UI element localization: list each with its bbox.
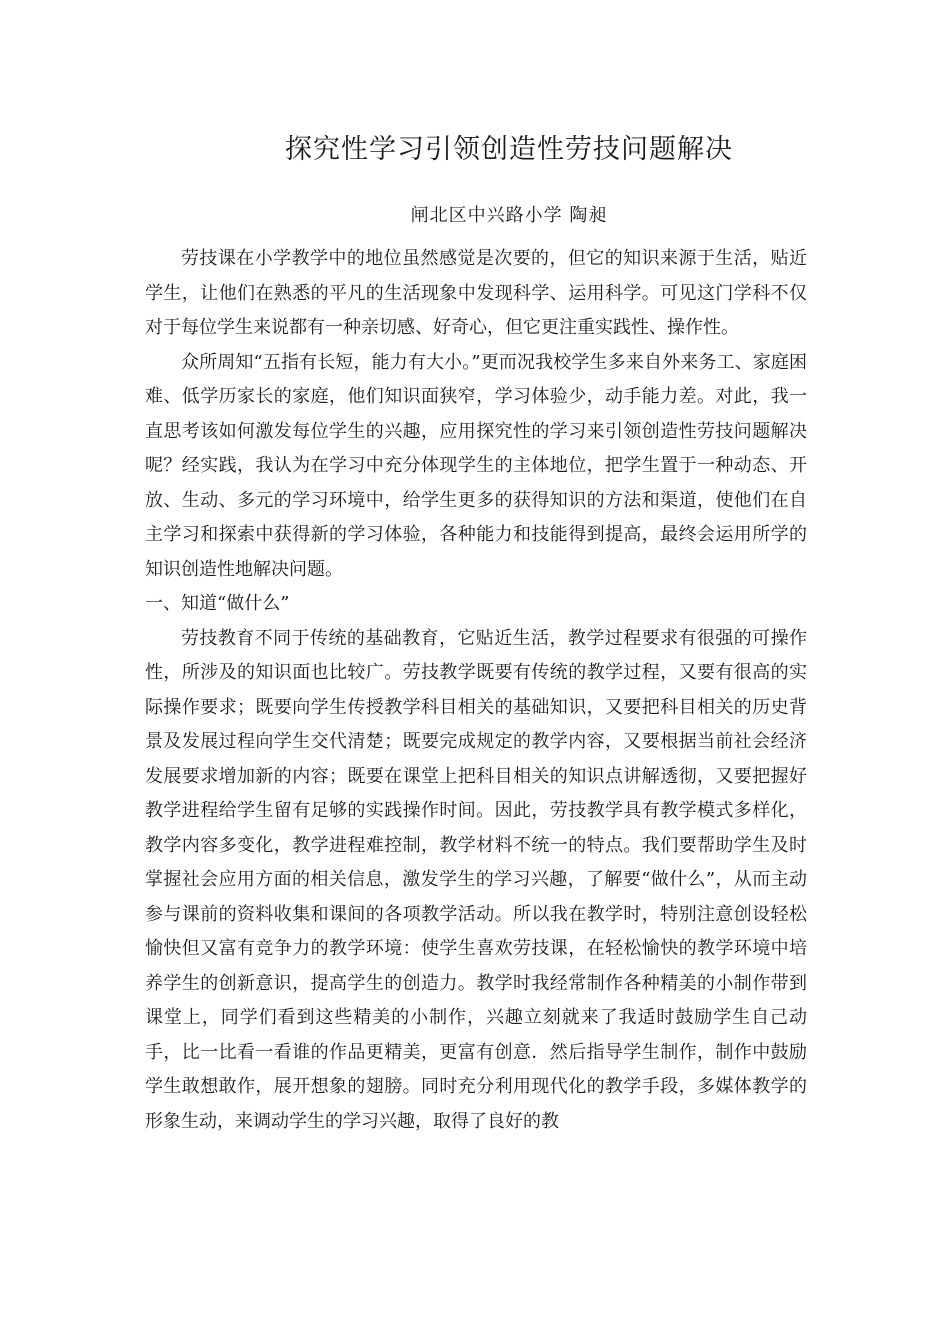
body-paragraph: 劳技教育不同于传统的基础教育，它贴近生活，教学过程要求有很强的可操作性，所涉及的知识面也比较广。劳技教学既要有传统的教学过程，又要有很高的实际操作要求；既要向学生传授教学科目相关的基础知识，又要把科目相关的历史背景及发展过程向学生交代清楚；既要完成规定的教学内容，又要根据当前社会经济发展要求增加新的内容；既要在课堂上把科目相关的知识点讲解透彻，又要把握好教学进程给学生留有足够的实践操作时间。因此，劳技教学具有教学模式多样化，教学内容多变化，教学进程难控制，教学材料不统一的特点。我们要帮助学生及时掌握社会应用方面的相关信息，激发学生的学习兴趣，了解要“做什么”，从而主动参与课前的资料收集和课间的各项教学活动。所以我在教学时，特别注意创设轻松愉快但又富有竞争力的教学环境：使学生喜欢劳技课，在轻松愉快的教学环境中培养学生的创新意识，提高学生的创造力。教学时我经常制作各种精美的小制作带到课堂上，同学们看到这些精美的小制作，兴趣立刻就来了我适时鼓励学生自己动手，比一比看一看谁的作品更精美，更富有创意．然后指导学生制作，制作中鼓励学生敢想敢作，展开想象的翅膀。同时充分利用现代化的教学手段，多媒体教学的形象生动，来调动学生的学习兴趣，取得了良好的教 bbox=[145, 627, 807, 1132]
document-body bbox=[145, 242, 807, 1139]
body-paragraph: 众所周知“五指有长短，能力有大小。”更而况我校学生多来自外来务工、家庭困难、低学历家长的家庭，他们知识面狭窄，学习体验少，动手能力差。对此，我一直思考该如何激发每位学生的兴趣，应用探究性的学习来引领创造性劳技问题解决呢？经实践，我认为在学习中充分体现学生的主体地位，把学生置于一种动态、开放、生动、多元的学习环境中，给学生更多的获得知识的方法和渠道，使他们在自主学习和探索中获得新的学习体验，各种能力和技能得到提高，最终会运用所学的知识创造性地解决问题。 bbox=[145, 351, 807, 580]
author-line: 闸北区中兴路小学 陶昶 bbox=[410, 205, 608, 226]
body-paragraph: 劳技课在小学教学中的地位虽然感觉是次要的，但它的知识来源于生活，贴近学生，让他们在熟悉的平凡的生活现象中发现科学、运用科学。可见这门学科不仅对于每位学生来说都有一种亲切感、好奇心，但它更注重实践性、操作性。 bbox=[145, 248, 807, 338]
section-heading: 一、知道“做什么” bbox=[145, 593, 290, 614]
document-title: 探究性学习引领创造性劳技问题解决 bbox=[285, 134, 733, 165]
